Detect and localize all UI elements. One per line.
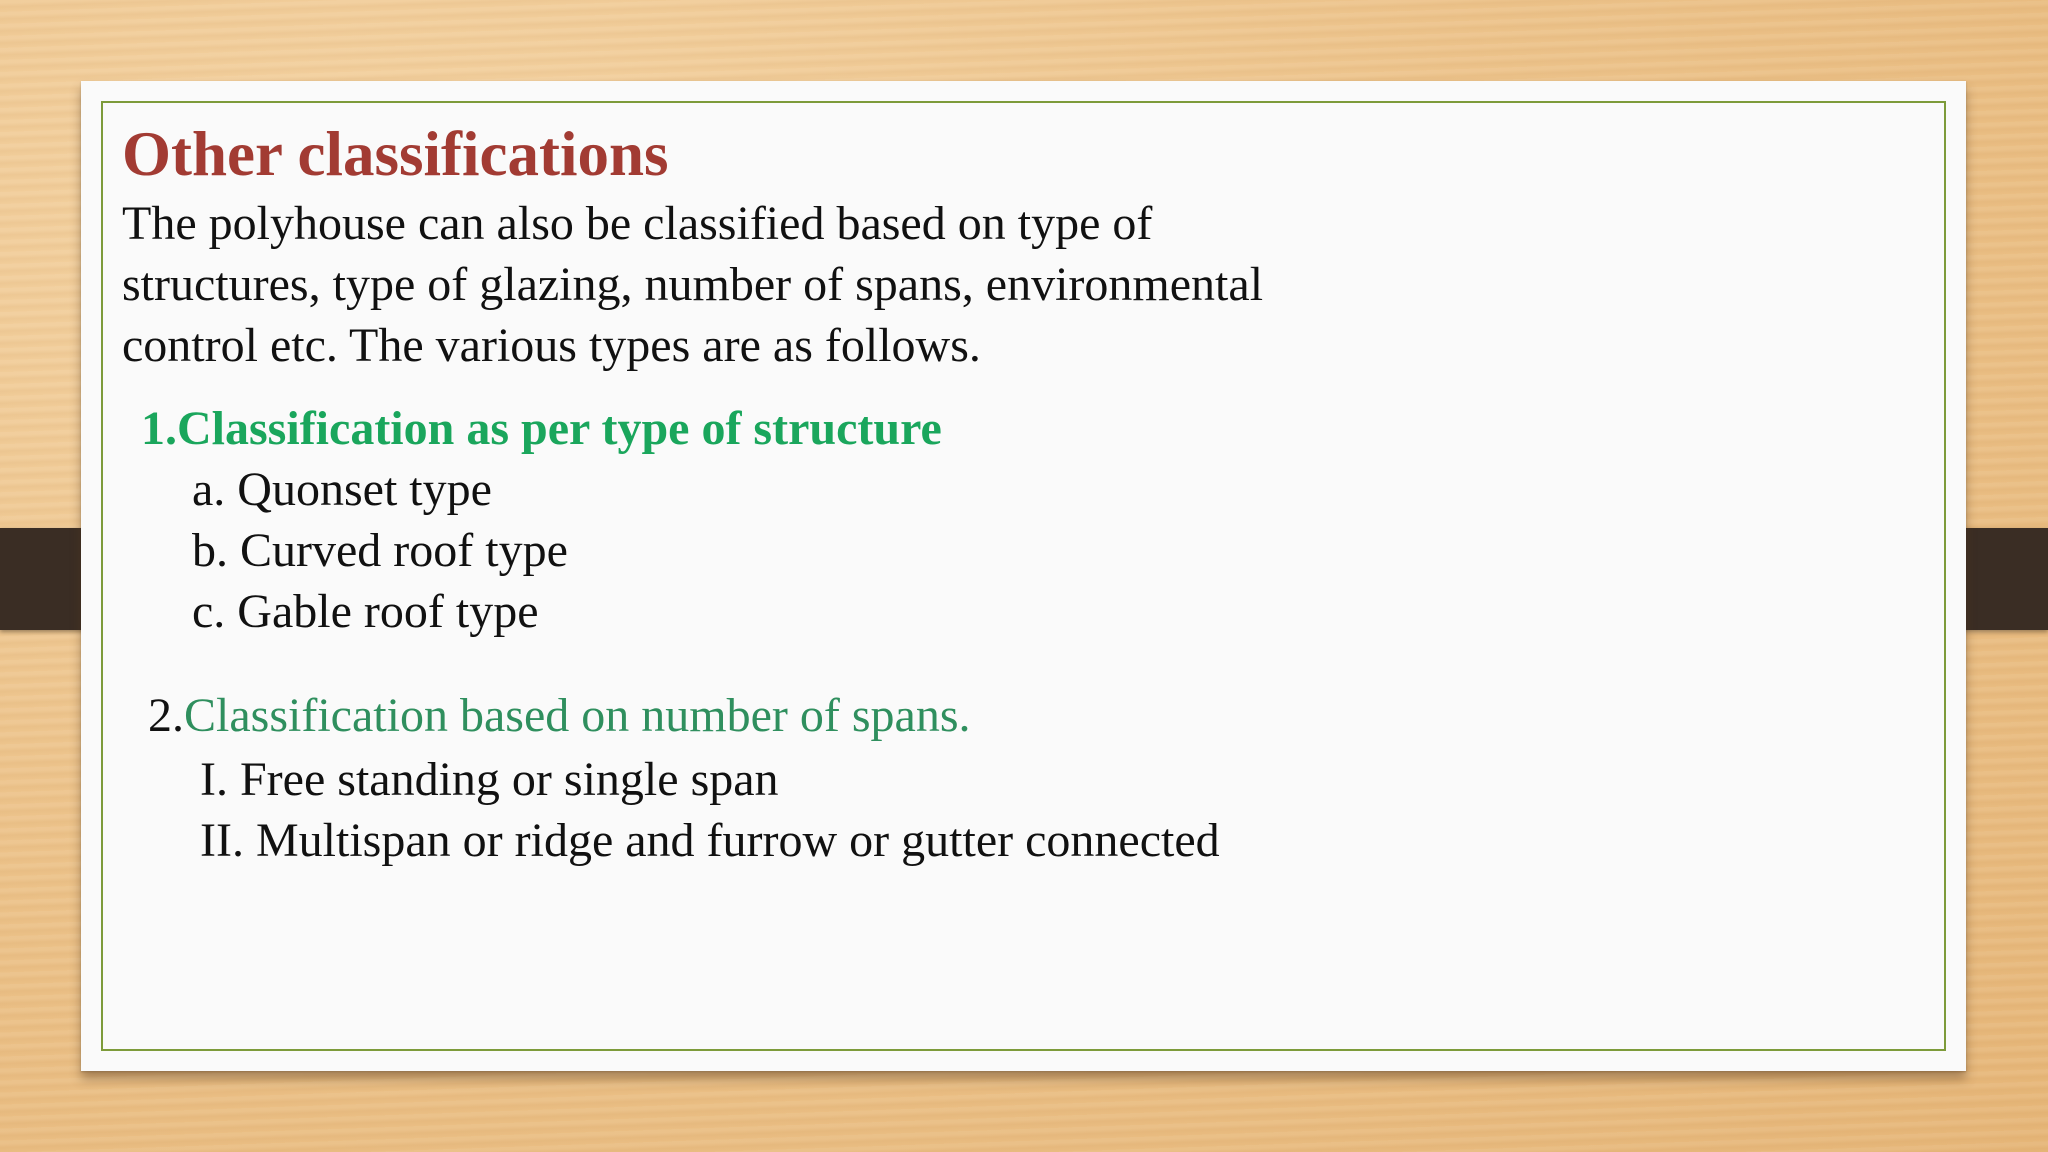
list-item: c. Gable roof type (192, 585, 539, 638)
intro-paragraph (122, 193, 1442, 376)
section1-list (192, 459, 568, 642)
section2-heading (148, 687, 971, 745)
section1-heading: 1.Classification as per type of structure (141, 402, 942, 455)
list-item: I. Free standing or single span (200, 753, 779, 806)
slide-card (81, 81, 1966, 1071)
section2-number: 2. (148, 689, 184, 742)
list-item: II. Multispan or ridge and furrow or gutter connected (200, 814, 1220, 867)
intro-line: control etc. The various types are as follows. (122, 319, 981, 372)
intro-line: The polyhouse can also be classified based on type of (122, 197, 1153, 250)
list-item: b. Curved roof type (192, 524, 568, 577)
section2-heading-text: Classification based on number of spans. (184, 689, 971, 742)
slide-title: Other classifications (122, 119, 669, 189)
section2-list (200, 749, 1220, 871)
list-item: a. Quonset type (192, 463, 492, 516)
intro-line: structures, type of glazing, number of spans, environmental (122, 258, 1264, 311)
